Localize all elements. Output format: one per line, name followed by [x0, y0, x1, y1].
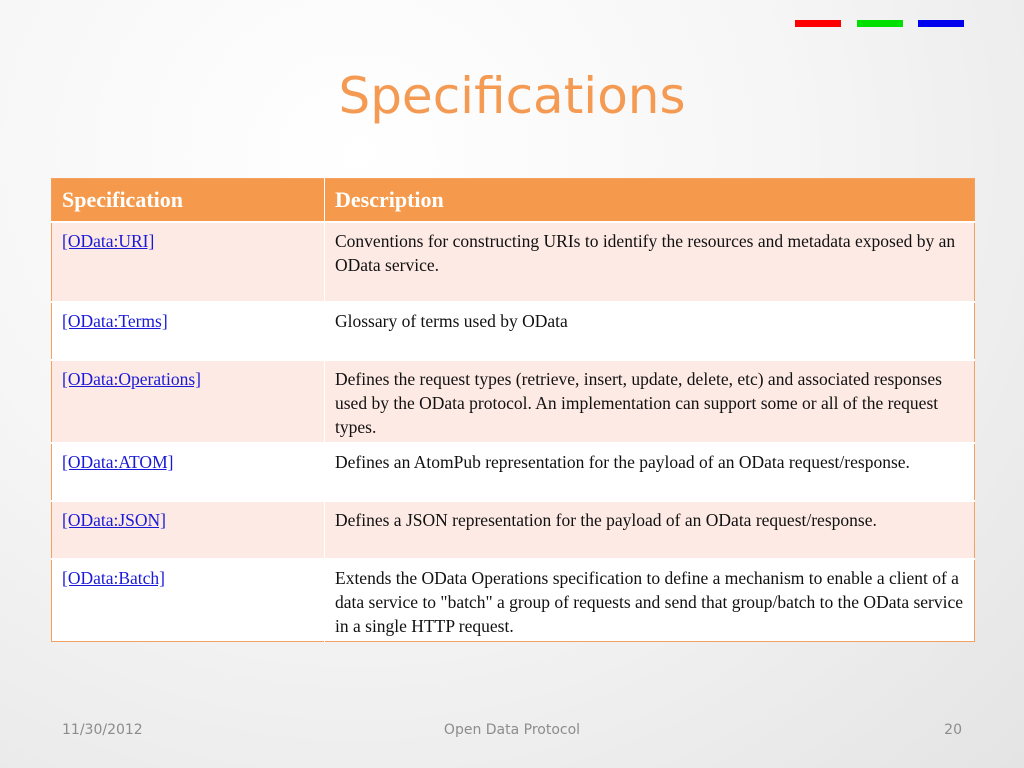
specifications-table: [51, 178, 975, 642]
table-cell-description: Conventions for constructing URIs to identify the resources and metadata exposed by an OData service.: [325, 222, 975, 302]
table-cell-description: Defines a JSON representation for the payload of an OData request/response.: [325, 501, 975, 559]
table-cell-description: Defines an AtomPub representation for the payload of an OData request/response.: [325, 443, 975, 501]
column-header-description: Description: [325, 179, 975, 223]
table-row: [52, 360, 975, 443]
spec-link-atom[interactable]: [OData:ATOM]: [62, 452, 174, 472]
table-row: [52, 559, 975, 642]
table-cell-spec: [52, 222, 325, 302]
spec-link-terms[interactable]: [OData:Terms]: [62, 311, 168, 331]
table-cell-spec: [52, 443, 325, 501]
accent-bar-red: [795, 20, 841, 27]
footer-title: Open Data Protocol: [443, 722, 581, 738]
table-row: [52, 443, 975, 501]
table-cell-spec: [52, 501, 325, 559]
table-header-row: [52, 179, 975, 223]
column-header-specification: Specification: [52, 179, 325, 223]
accent-bar-green: [857, 20, 903, 27]
accent-bar-blue: [918, 20, 964, 27]
spec-link-batch[interactable]: [OData:Batch]: [62, 568, 166, 588]
footer-page-number: 20: [944, 722, 962, 738]
slide-title: Specifications: [338, 67, 686, 125]
table-cell-description: Glossary of terms used by OData: [325, 302, 975, 360]
spec-link-json[interactable]: [OData:JSON]: [62, 510, 167, 530]
footer-date: 11/30/2012: [62, 722, 143, 738]
table-cell-description: Extends the OData Operations specification to define a mechanism to enable a client of a data service to "batch" a group of requests and send that group/batch to the OData service in a single HTTP request.: [325, 559, 975, 642]
table-cell-spec: [52, 360, 325, 443]
table-row: [52, 501, 975, 559]
table-row: [52, 222, 975, 302]
table-row: [52, 302, 975, 360]
spec-link-operations[interactable]: [OData:Operations]: [62, 369, 201, 389]
table-cell-description: Defines the request types (retrieve, insert, update, delete, etc) and associated responses used by the OData protocol. An implementation can support some or all of the request types.: [325, 360, 975, 443]
table-cell-spec: [52, 302, 325, 360]
table-cell-spec: [52, 559, 325, 642]
spec-link-uri[interactable]: [OData:URI]: [62, 231, 155, 251]
